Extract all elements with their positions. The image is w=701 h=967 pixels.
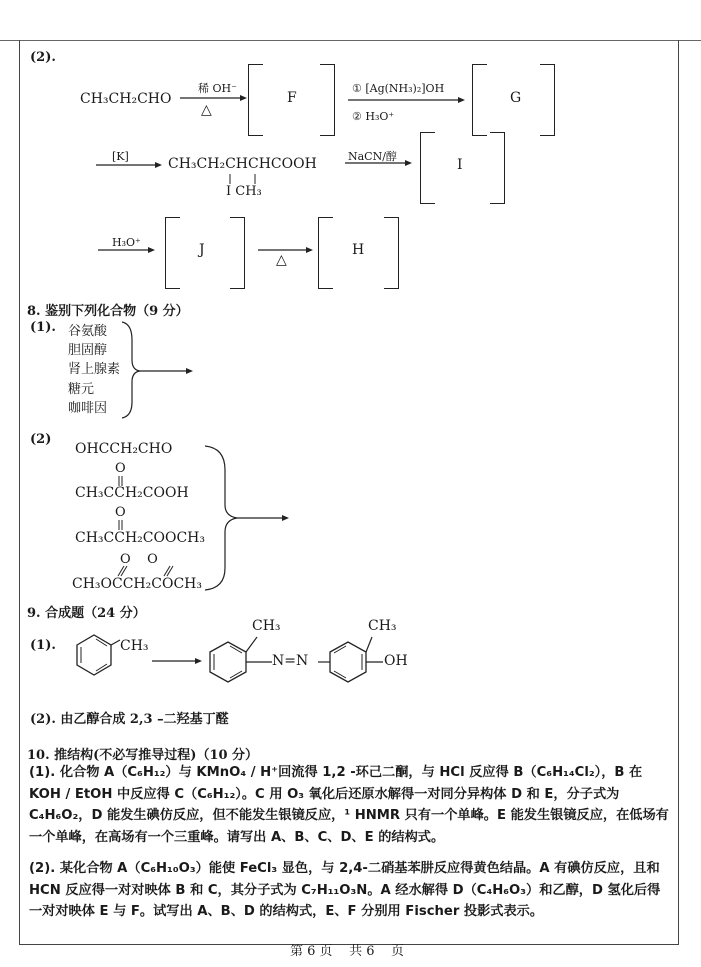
compound-caffeine: 咖啡因	[68, 401, 108, 416]
q10-title: 10. 推结构(不必写推导过程)（10 分）	[27, 748, 259, 763]
compound-glutamic-acid: 谷氨酸	[68, 324, 108, 339]
compound-glycogen: 糖元	[68, 382, 95, 397]
cond-dilute-oh: 稀 OH⁻	[198, 82, 237, 95]
cond-nacn: NaCN/醇	[348, 150, 397, 163]
bracket-right-J	[230, 217, 245, 289]
bracket-right-I	[490, 132, 505, 204]
methyl-acetoacetate: CH₃CCH₂COOCH₃	[75, 530, 205, 546]
iodo-acid: CH₃CH₂CHCHCOOH	[168, 156, 317, 172]
carbonyl-o-2: O	[115, 505, 126, 520]
product-ch3-left: CH₃	[252, 618, 281, 634]
cond-h3o-2: H₃O⁺	[112, 236, 141, 249]
bracket-right-G	[540, 64, 555, 136]
q10-part2: (2). 某化合物 A（C₆H₁₀O₃）能使 FeCl₃ 显色，与 2,4-二硝基苯肼反应得黄色结晶。A 有碘仿反应，且和 HCN 反应得一对对映体 B 和 C，其分子式为 C₇H₁₁O₃N。A 经水解得 D（C₄H₆O₃）和乙醇，D 氢化后得一对对映体 E 与 F。试写出 A、B、D 的结构式，E、F 分别用 Fischer 投影式表示。	[29, 861, 661, 919]
product-ch3-right: CH₃	[368, 618, 397, 634]
q8-title: 8. 鉴别下列化合物（9 分）	[27, 304, 189, 319]
bracket-left-F	[248, 64, 263, 136]
heat-symbol-2: △	[276, 252, 287, 268]
q9-title: 9. 合成题（24 分）	[27, 606, 146, 621]
propanal: CH₃CH₂CHO	[80, 91, 172, 107]
dimethyl-malonate: CH₃OCCH₂COCH₃	[72, 576, 202, 592]
acetoacetic-acid: CH₃CCH₂COOH	[75, 485, 189, 501]
carbonyl-o-3: O O	[120, 552, 158, 567]
cond-tollens: ① [Ag(NH₃)₂]OH	[352, 82, 445, 95]
bracket-left-I	[420, 132, 435, 204]
q8-part2-label: (2)	[30, 432, 52, 447]
compound-adrenaline: 肾上腺素	[68, 362, 121, 377]
page-footer: 第 6 页 共 6 页	[290, 944, 404, 959]
product-oh: OH	[384, 653, 408, 669]
compound-J: J	[199, 242, 205, 258]
cond-h3o: ② H₃O⁺	[352, 110, 395, 123]
iodo-acid-substituents: I CH₃	[226, 184, 262, 199]
bracket-left-G	[472, 64, 487, 136]
toluene-ch3: CH₃	[120, 638, 149, 654]
compound-cholesterol: 胆固醇	[68, 343, 108, 358]
q10-part1: (1). 化合物 A（C₆H₁₂）与 KMnO₄ / H⁺回流得 1,2 -环己二酮，与 HCl 反应得 B（C₆H₁₄Cl₂），B 在 KOH / EtOH 中反应得 C（C₆H₁₂）。C 用 O₃ 氧化后还原水解得一对同分异构体 D 和 E，分子式为 C₄H₆O₂，D 能发生碘仿反应，但不能发生银镜反应，¹ HNMR 只有一个单峰。E 能发生银镜反应，在低场有一个单峰，在高场有一个三重峰。请写出 A、B、C、D、E 的结构式。	[29, 765, 669, 845]
compound-I: I	[457, 157, 463, 173]
bracket-left-H	[318, 217, 333, 289]
cond-K: [K]	[112, 150, 129, 163]
q9-part1-label: (1).	[30, 638, 56, 653]
q9-part2: (2). 由乙醇合成 2,3 –二羟基丁醛	[30, 712, 229, 727]
azo-group: N=N	[272, 653, 309, 669]
bracket-right-F	[320, 64, 335, 136]
bracket-right-H	[384, 217, 399, 289]
heat-symbol: △	[201, 102, 212, 118]
q7-part2-label: (2).	[30, 50, 56, 65]
compound-G: G	[510, 90, 522, 106]
carbonyl-o-1: O	[115, 461, 126, 476]
malondialdehyde: OHCCH₂CHO	[75, 441, 173, 457]
compound-F: F	[287, 90, 297, 106]
q8-part1-label: (1).	[30, 320, 56, 335]
bracket-left-J	[165, 217, 180, 289]
compound-H: H	[352, 242, 365, 258]
